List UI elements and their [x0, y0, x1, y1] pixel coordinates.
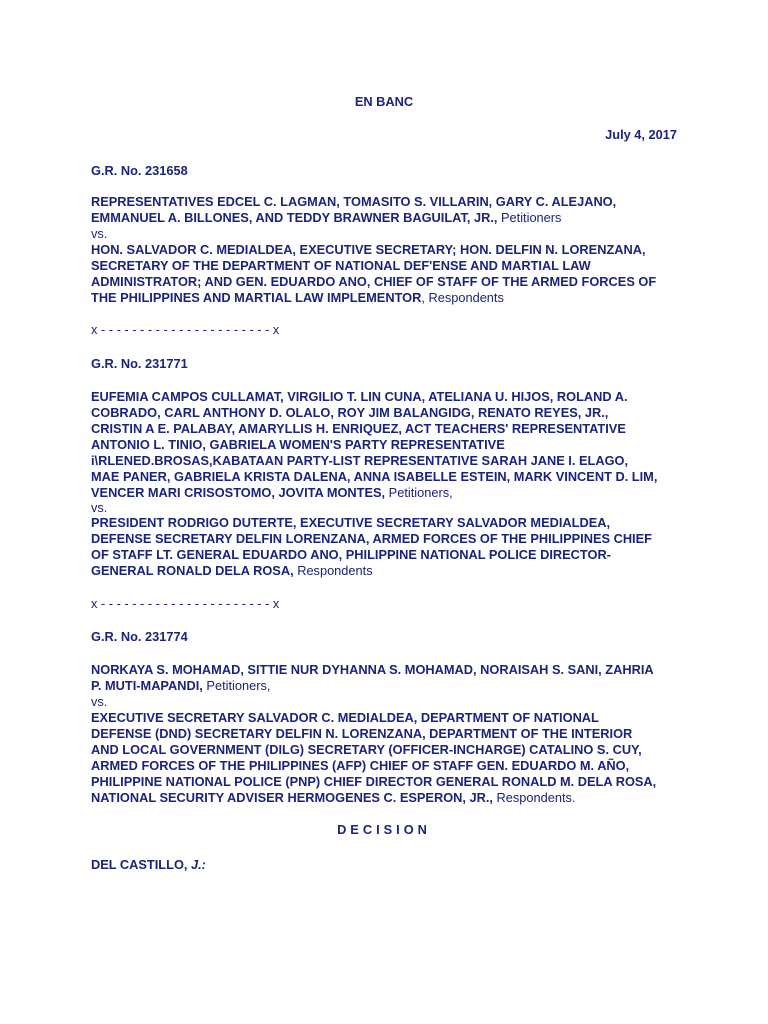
respondents-line: OF STAFF LT. GENERAL EDUARDO ANO, PHILIPPINE NATIONAL POLICE DIRECTOR-	[91, 547, 611, 562]
respondents-line: PRESIDENT RODRIGO DUTERTE, EXECUTIVE SECRETARY SALVADOR MEDIALDEA,	[91, 515, 611, 530]
ponente: DEL CASTILLO, J.:	[91, 857, 206, 872]
respondents-role: , Respondents	[421, 290, 504, 305]
respondents-role: Respondents	[293, 563, 373, 578]
petitioners-role: Petitioners,	[202, 678, 271, 693]
case-number: G.R. No. 231658	[91, 163, 188, 178]
respondents-line: GENERAL RONALD DELA ROSA, Respondents	[91, 563, 373, 578]
petitioners-line: COBRADO, CARL ANTHONY D. OLALO, ROY JIM BALANGIDG, RENATO REYES, JR.,	[91, 405, 609, 420]
court-division-heading: EN BANC	[354, 94, 414, 109]
respondents-line: THE PHILIPPINES AND MARTIAL LAW IMPLEMENTOR, Respondents	[91, 290, 504, 305]
versus-label: vs.	[91, 226, 108, 241]
decision-heading: DECISION	[337, 822, 431, 837]
petitioners-line: i\RLENED.BROSAS,KABATAAN PARTY-LIST REPRESENTATIVE SARAH JANE I. ELAGO,	[91, 453, 629, 468]
respondents-role: Respondents.	[492, 790, 576, 805]
respondents-line: SECRETARY OF THE DEPARTMENT OF NATIONAL DEF'ENSE AND MARTIAL LAW	[91, 258, 591, 273]
ponente-title: J.:	[187, 857, 206, 872]
petitioners-line: VENCER MARI CRISOSTOMO, JOVITA MONTES, Petitioners,	[91, 485, 453, 500]
decision-date: July 4, 2017	[605, 127, 677, 142]
petitioners-line: REPRESENTATIVES EDCEL C. LAGMAN, TOMASITO S. VILLARIN, GARY C. ALEJANO,	[91, 194, 617, 209]
petitioners-role: Petitioners	[497, 210, 562, 225]
case-number: G.R. No. 231771	[91, 356, 188, 371]
petitioners-line: CRISTIN A E. PALABAY, AMARYLLIS H. ENRIQUEZ, ACT TEACHERS' REPRESENTATIVE	[91, 421, 626, 436]
respondents-line: EXECUTIVE SECRETARY SALVADOR C. MEDIALDEA, DEPARTMENT OF NATIONAL	[91, 710, 599, 725]
case-number: G.R. No. 231774	[91, 629, 188, 644]
petitioners-line: EUFEMIA CAMPOS CULLAMAT, VIRGILIO T. LIN CUNA, ATELIANA U. HIJOS, ROLAND A.	[91, 389, 628, 404]
versus-label: vs.	[91, 694, 108, 709]
petitioners-line: ANTONIO L. TINIO, GABRIELA WOMEN'S PARTY REPRESENTATIVE	[91, 437, 505, 452]
respondents-line: DEFENSE SECRETARY DELFIN LORENZANA, ARMED FORCES OF THE PHILIPPINES CHIEF	[91, 531, 652, 546]
petitioners-line: NORKAYA S. MOHAMAD, SITTIE NUR DYHANNA S. MOHAMAD, NORAISAH S. SANI, ZAHRIA	[91, 662, 654, 677]
respondents-line: DEFENSE (DND) SECRETARY DELFIN N. LORENZANA, DEPARTMENT OF THE INTERIOR	[91, 726, 633, 741]
respondents-line: PHILIPPINE NATIONAL POLICE (PNP) CHIEF DIRECTOR GENERAL RONALD M. DELA ROSA,	[91, 774, 657, 789]
respondents-line: HON. SALVADOR C. MEDIALDEA, EXECUTIVE SECRETARY; HON. DELFIN N. LORENZANA,	[91, 242, 646, 257]
petitioners-line: MAE PANER, GABRIELA KRISTA DALENA, ANNA ISABELLE ESTEIN, MARK VINCENT D. LIM,	[91, 469, 658, 484]
respondents-line: NATIONAL SECURITY ADVISER HERMOGENES C. ESPERON, JR., Respondents.	[91, 790, 576, 805]
versus-label: vs.	[91, 500, 108, 515]
petitioners-role: Petitioners,	[385, 485, 453, 500]
petitioners-line: P. MUTI-MAPANDI, Petitioners,	[91, 678, 271, 693]
respondents-line: ADMINISTRATOR; AND GEN. EDUARDO ANO, CHIEF OF STAFF OF THE ARMED FORCES OF	[91, 274, 657, 289]
case-separator: x - - - - - - - - - - - - - - - - - - - - - - x	[91, 322, 280, 337]
respondents-line: ARMED FORCES OF THE PHILIPPINES (AFP) CHIEF OF STAFF GEN. EDUARDO M. AÑO,	[91, 758, 630, 773]
case-separator: x - - - - - - - - - - - - - - - - - - - - - - x	[91, 596, 280, 611]
respondents-line: AND LOCAL GOVERNMENT (DILG) SECRETARY (OFFICER-INCHARGE) CATALINO S. CUY,	[91, 742, 642, 757]
petitioners-line: EMMANUEL A. BILLONES, AND TEDDY BRAWNER BAGUILAT, JR., Petitioners	[91, 210, 562, 225]
